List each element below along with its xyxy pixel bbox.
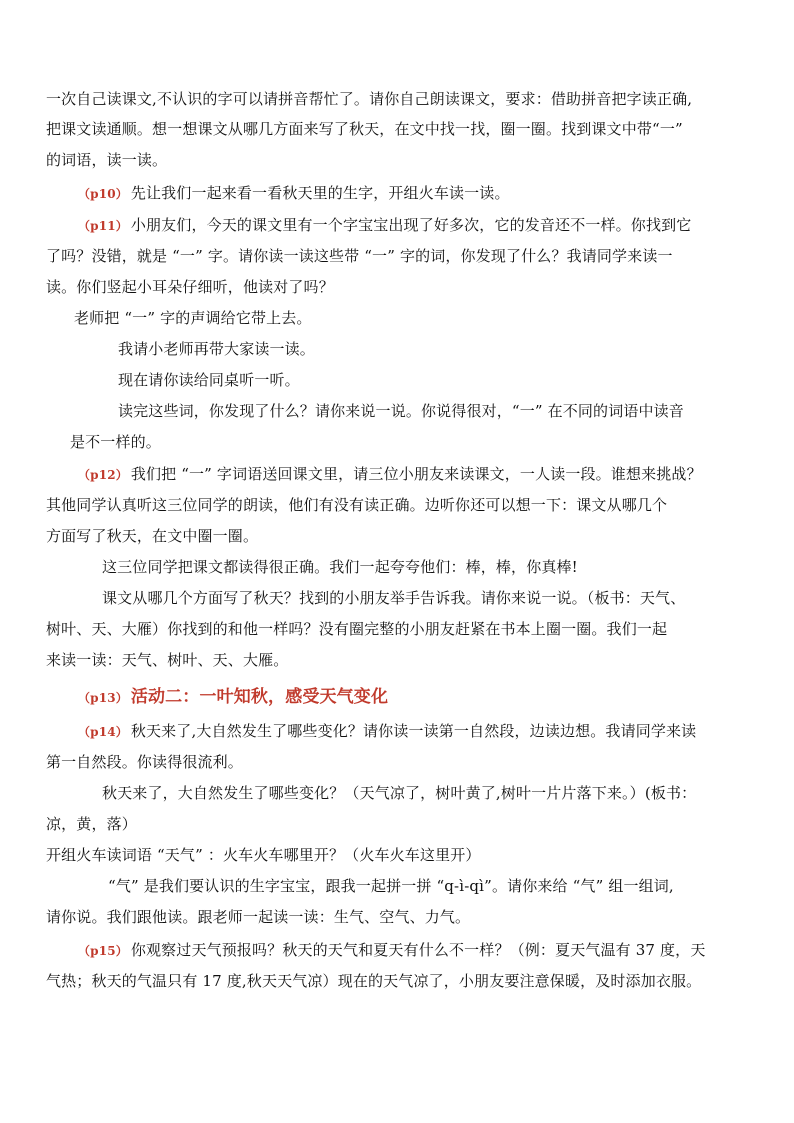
line-text: 课文从哪几个方面写了秋天？找到的小朋友举手告诉我。请你来说一说。（板书：天气、: [102, 589, 686, 607]
paragraph-line: [102, 554, 750, 580]
page-marker: （p13）: [78, 691, 128, 705]
paragraph-line: [102, 780, 750, 806]
paragraph-line: [102, 585, 750, 611]
paragraph-line: [46, 647, 750, 673]
line-text: 请你说。我们跟他读。跟老师一起读一读：生气、空气、力气。: [46, 908, 471, 926]
paragraph-line: [74, 305, 750, 331]
paragraph-line: [46, 616, 750, 642]
line-text: 你观察过天气预报吗？秋天的天气和夏天有什么不一样？（例：夏天气温有 37 度，天: [130, 941, 706, 959]
line-text: 现在请你读给同桌听一听。: [118, 371, 300, 389]
paragraph-line: [46, 842, 750, 868]
line-text: 一次自己读课文,不认识的字可以请拼音帮忙了。请你自己朗读课文，要求：借助拼音把字读正确,: [46, 90, 693, 108]
paragraph-line: [46, 811, 750, 837]
line-text: 秋天来了，大自然发生了哪些变化？（天气凉了，树叶黄了,树叶一片片落下来。）(板书：: [102, 784, 697, 802]
line-text: 的词语，读一读。: [46, 151, 168, 169]
line-text: 了吗？没错，就是 “一” 字。请你读一读这些带 “一” 字的词，你发现了什么？我请同学来读一: [46, 247, 673, 265]
line-text: 读。你们竖起小耳朵仔细听，他读对了吗？: [46, 278, 334, 296]
paragraph-line: [108, 873, 750, 899]
paragraph-line: [46, 492, 750, 518]
line-text: 老师把 “一” 字的声调给它带上去。: [74, 309, 312, 327]
line-text: “气” 是我们要认识的生字宝宝，跟我一起拼一拼 “q-ì-qì”。请你来给 “气” 组一组词,: [108, 877, 674, 895]
line-text: 开组火车读词语 “天气” ：火车火车哪里开？（火车火车这里开）: [46, 846, 481, 864]
section-heading-line: [78, 684, 750, 710]
line-text: 树叶、天、大雁）你找到的和他一样吗？没有圈完整的小朋友赶紧在书本上圈一圈。我们一起: [46, 620, 668, 638]
paragraph-line: [78, 937, 750, 963]
paragraph-line: [78, 212, 750, 238]
activity-heading: 活动二：一叶知秋，感受天气变化: [130, 687, 389, 707]
paragraph-line: [46, 274, 750, 300]
paragraph-line: [46, 86, 750, 112]
line-text: 把课文读通顺。想一想课文从哪几方面来写了秋天，在文中找一找，圈一圈。找到课文中带“一”: [46, 120, 683, 138]
line-text: 秋天来了,大自然发生了哪些变化？请你读一读第一自然段，边读边想。我请同学来读: [130, 722, 697, 740]
paragraph-line: [118, 336, 750, 362]
line-text: 我们把 “一” 字词语送回课文里，请三位小朋友来读课文，一人读一段。谁想来挑战？: [130, 465, 702, 483]
page-marker: （p11）: [78, 219, 128, 233]
paragraph-line: [46, 243, 750, 269]
line-text: 我请小老师再带大家读一读。: [118, 340, 315, 358]
line-text: 读完这些词，你发现了什么？请你来说一说。你说得很对，“一” 在不同的词语中读音: [118, 402, 684, 420]
line-text: 其他同学认真听这三位同学的朗读，他们有没有读正确。边听你还可以想一下：课文从哪几个: [46, 496, 668, 514]
paragraph-line: [118, 398, 750, 424]
paragraph-line: [78, 461, 750, 487]
page-marker: （p10）: [78, 187, 128, 201]
paragraph-line: [46, 904, 750, 930]
page-marker: （p12）: [78, 468, 128, 482]
line-text: 这三位同学把课文都读得很正确。我们一起夸夸他们：棒，棒，你真棒!: [102, 558, 578, 576]
line-text: 气热；秋天的气温只有 17 度,秋天天气凉）现在的天气凉了，小朋友要注意保暖，及时添加衣服。: [46, 972, 702, 990]
line-text: 是不一样的。: [70, 433, 161, 451]
line-text: 第一自然段。你读得很流利。: [46, 753, 243, 771]
line-text: 先让我们一起来看一看秋天里的生字，开组火车读一读。: [130, 184, 510, 202]
paragraph-line: [118, 367, 750, 393]
line-text: 小朋友们，今天的课文里有一个字宝宝出现了好多次，它的发音还不一样。你找到它: [130, 216, 692, 234]
line-text: 来读一读：天气、树叶、天、大雁。: [46, 651, 289, 669]
paragraph-line: [46, 749, 750, 775]
paragraph-line: [78, 180, 750, 206]
paragraph-line: [70, 429, 750, 455]
paragraph-line: [46, 968, 750, 994]
line-text: 凉，黄，落）: [46, 815, 137, 833]
paragraph-line: [46, 147, 750, 173]
line-text: 方面写了秋天，在文中圈一圈。: [46, 527, 259, 545]
paragraph-line: [46, 523, 750, 549]
paragraph-line: [46, 116, 750, 142]
paragraph-line: [78, 718, 750, 744]
page-marker: （p15）: [78, 944, 128, 958]
page-marker: （p14）: [78, 725, 128, 739]
